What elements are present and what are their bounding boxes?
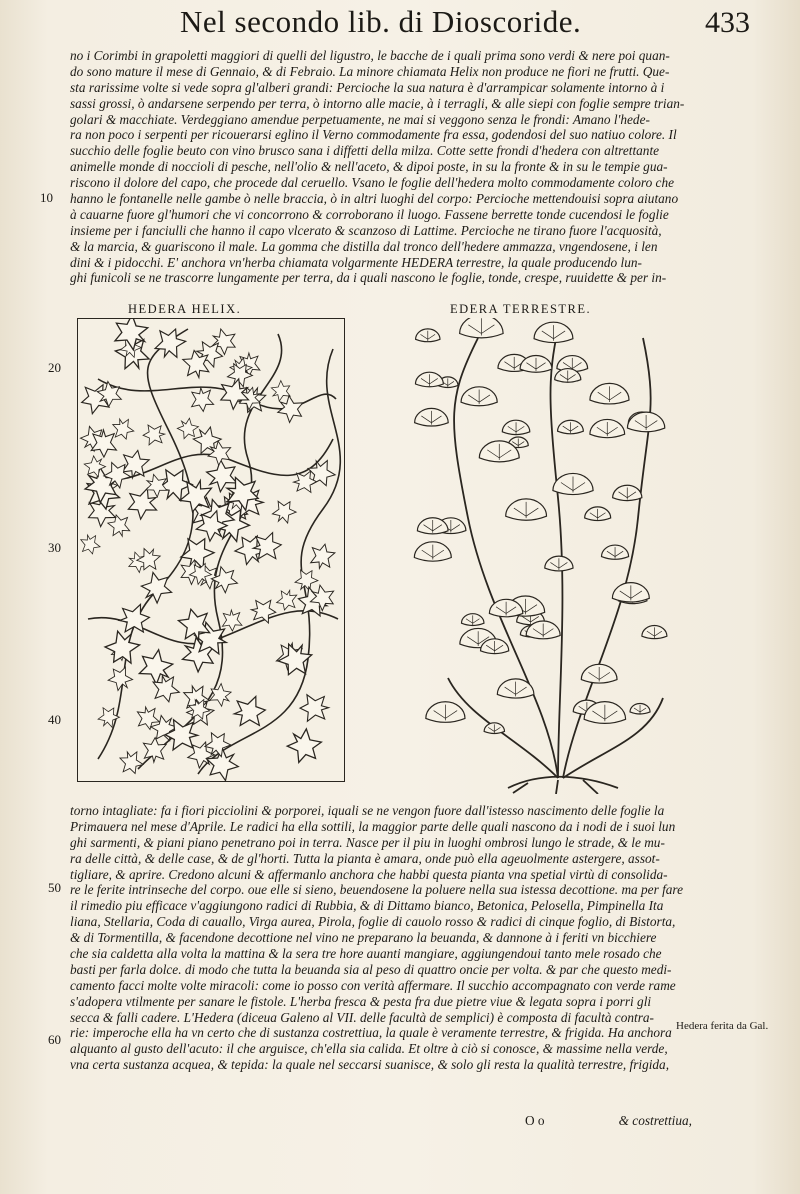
text-line: golari & macchiate. Verdeggiano amendue perpetuamente, ne mai si veggono senza le frondi: Amano l'hede- bbox=[70, 111, 650, 127]
text-line: che sia caldetta alla volta la mattina & la sera tre hore auanti mangiare, aggiungendoui tanto mele rosado che bbox=[70, 946, 662, 962]
text-line: à cauarne fuore gl'humori che vi concorrono & corroborano il luogo. Fassene berrette tonde cucendosi le foglie bbox=[70, 206, 669, 222]
text-line: secca & falli cadere. L'Hedera (diceua Galeno al VII. delle facultà de semplici) è composta di facultà contra- bbox=[70, 1009, 654, 1025]
text-line: insieme per i fanciulli che hanno il capo vlcerato & scanzoso di Lattime. Percioche ne tirano fuore l'acquosità, bbox=[70, 222, 662, 238]
running-header bbox=[180, 4, 760, 42]
text-line: rie: imperoche ella ha vn certo che di sustanza costrettiua, la quale è veramente terrestre, & frigida. Ha anchora bbox=[70, 1025, 672, 1041]
text-line: & la marcia, & guariscono il male. La gomma che distilla dal tronco dell'hedere ammazza, vngendosene, i len bbox=[70, 238, 658, 254]
margin-note: Hedera ferita da Gal. bbox=[676, 1020, 769, 1032]
text-line: dini & i pidocchi. E' anchora vn'herba chiamata volgarmente HEDERA terrestre, la quale producendo lun- bbox=[70, 254, 642, 270]
edera-terrestre-woodcut bbox=[408, 318, 676, 794]
text-line: vna certa sustanza acquea, & tepida: la quale nel seccarsi suanisce, & solo gli resta la qualità terrestre, frigida, bbox=[70, 1057, 670, 1073]
text-line: ghi funicoli se ne trascorre lungamente per terra, da i quali nascono le foglie, tonde, crespe, ruuidette & per in- bbox=[70, 270, 667, 286]
text-line: do sono mature il mese di Gennaio, & di Febraio. La minore chiamata Helix non produce ne fiori ne frutti. Que- bbox=[70, 63, 670, 79]
text-line: ra non poco i serpenti per ricouerarsi eglino il Verno commodamente fra essa, godendosi del suo natiuo colore. Il bbox=[70, 127, 677, 143]
text-line: liana, Stellaria, Coda di cauallo, Virga aurea, Pirola, foglie di cauolo rosso & radici di cinque foglio, di Bistorta, bbox=[70, 914, 676, 930]
text-line: animelle monde di noccioli di pesche, nell'olio & nell'aceto, & dipoi poste, in su la fronte & in su le tempie gua- bbox=[70, 159, 668, 175]
text-line: basti per farla dolce. di modo che tutta la beuanda sia al peso di quattro oncie per volta. & par che questo medi- bbox=[70, 961, 672, 977]
text-line: re le ferite intrinseche del corpo. oue elle si sieno, beuendosene la poluere nella sua istessa decottione. ma per fare bbox=[70, 882, 683, 898]
top-text-block bbox=[70, 48, 690, 286]
bottom-text-block bbox=[70, 803, 690, 1073]
page-title: Nel secondo lib. di Dioscoride. bbox=[180, 4, 582, 39]
ground-ivy-illustration bbox=[408, 318, 676, 794]
caption-hedera-helix: HEDERA HELIX. bbox=[128, 302, 242, 316]
text-line: & di Tormentilla, & facendone decottione nel vino ne preparano la beuanda, & dannone à i feriti vn bicchiere bbox=[70, 930, 657, 946]
text-line: Primauera nel mese d'Aprile. Le radici ha ella sottili, la maggior parte delle quali nascono da i nodi de i suoi lun bbox=[70, 818, 676, 834]
text-line: camento facci molte volte miracoli: come io posso con verità affermare. Il succhio accompagnato con verde rame bbox=[70, 977, 676, 993]
text-line: ra delle città, & delle case, & de gl'horti. Tutta la pianta è amara, onde può ella ageuolmente astergere, assot- bbox=[70, 850, 660, 866]
text-line: tigliare, & aprire. Credono alcuni & affermanlo anchora che habbi questa pianta vna spetial virtù di consolida- bbox=[70, 866, 668, 882]
text-line: riscono il dolore del capo, che procede dal ceruello. Vsano le foglie dell'hedera molto commodamente coloro che bbox=[70, 175, 675, 191]
catchword: & costrettiua, bbox=[618, 1113, 692, 1128]
text-line: no i Corimbi in grapoletti maggiori di quelli del ligustro, le bacche de i quali prima sono verdi & nere poi quan- bbox=[70, 48, 670, 63]
ivy-helix-woodcut bbox=[77, 318, 345, 782]
text-line: ghi sarmenti, & piani piano penetrano poi in terra. Nasce per il piu in luoghi ombrosi lungo le strade, & le mu- bbox=[70, 834, 665, 850]
text-line: torno intagliate: fa i fiori picciolini & porporei, iquali se ne vengon fuore dall'istesso nascimento delle foglie la bbox=[70, 803, 665, 818]
text-line: sta rarissime volte si vede sopra gl'alberi grandi: Percioche la sua natura è d'arrampicar solamente intorno à i bbox=[70, 79, 665, 95]
text-line: hanno le fontanelle nelle gambe ò nelle braccia, ò in altri luoghi del corpo: Percioche mettendouisi sopra aiutano bbox=[70, 191, 679, 207]
page-number: 433 bbox=[705, 6, 750, 39]
ivy-leaves-illustration bbox=[78, 319, 344, 781]
line-number: 60 bbox=[48, 1032, 61, 1047]
line-number: 40 bbox=[48, 712, 61, 727]
page-footer bbox=[70, 1113, 690, 1129]
text-line: il rimedio piu efficace v'aggiungono radici di Rubbia, & di Dittamo bianco, Betonica, Pelosella, Pimpinella Ita bbox=[70, 898, 664, 914]
line-number: 50 bbox=[48, 880, 61, 895]
signature-mark: O o bbox=[525, 1113, 545, 1128]
text-line: succhio delle foglie beuto con vino brusco sana i diffetti della milza. Cotte sette frondi d'hedera con altrettante bbox=[70, 143, 660, 159]
text-line: alquanto al gusto dell'acuto: il che arguisce, ch'ella sia calida. Et oltre à ciò si conosce, & massime nella verde, bbox=[70, 1041, 668, 1057]
text-line: sassi grossi, ò andarsene serpendo per terra, ò intorno alle macie, à i terragli, & alle siepi con foglie sempre trian- bbox=[70, 95, 685, 111]
text-line: s'adopera vtilmente per sanare le fistole. L'herba fresca & pesta fra due pietre viue & legata sopra i porri gli bbox=[70, 993, 652, 1009]
line-number: 10 bbox=[40, 190, 53, 205]
caption-edera-terrestre: EDERA TERRESTRE. bbox=[450, 302, 592, 316]
line-number: 20 bbox=[48, 360, 61, 375]
line-number: 30 bbox=[48, 540, 61, 555]
